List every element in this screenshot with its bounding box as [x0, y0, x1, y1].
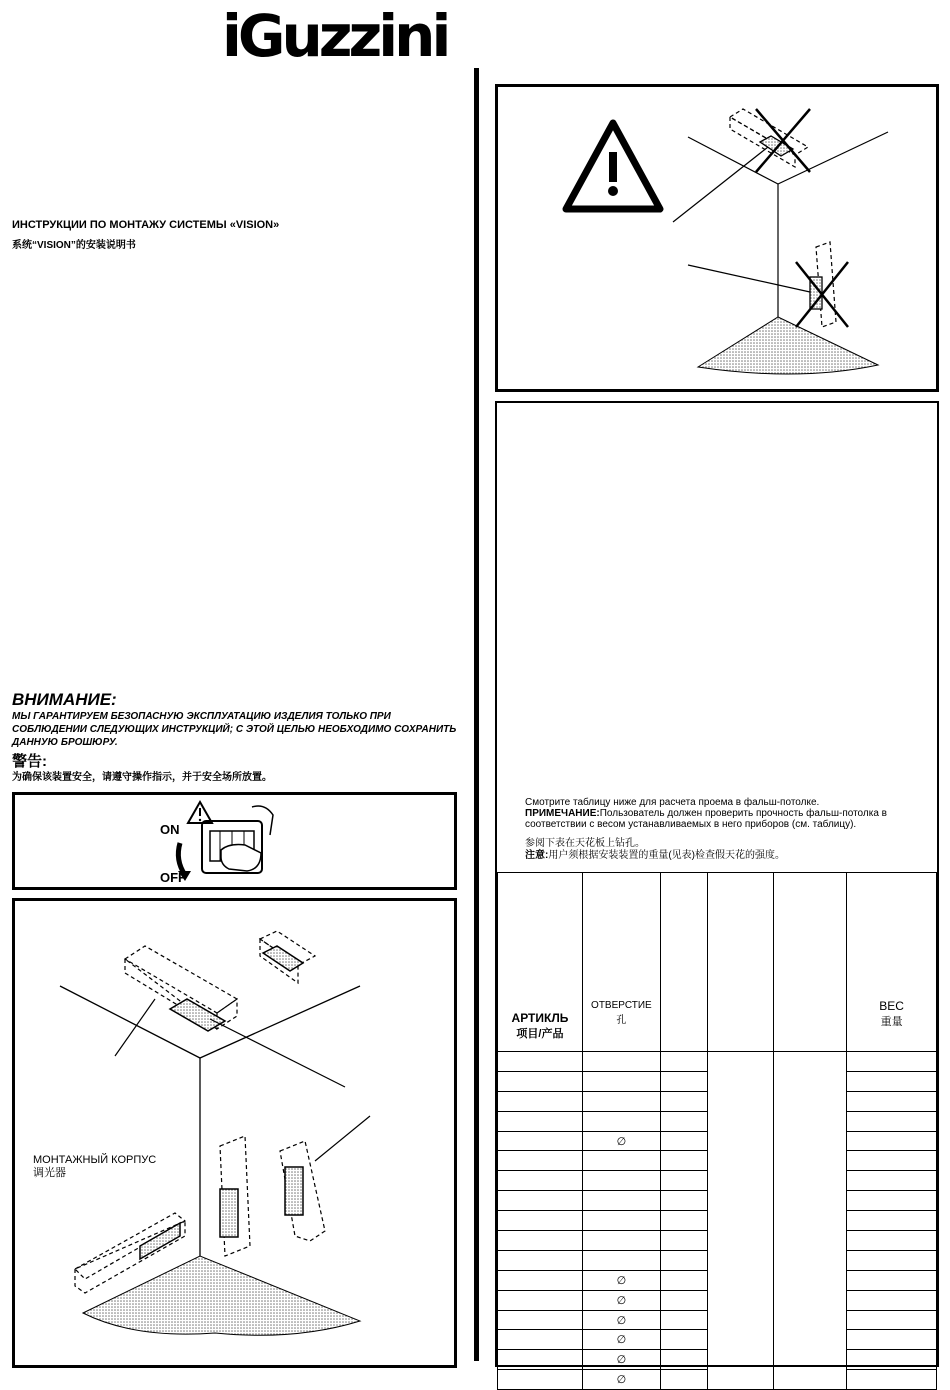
- table-cell: [498, 1231, 583, 1251]
- table-cell: [660, 1091, 707, 1111]
- warning-text-zh: 为确保该装置安全，请遵守操作指示，并于安全场所放置。: [12, 772, 272, 783]
- table-cell: [660, 1131, 707, 1151]
- col-article-zh: 项目/产品: [516, 1028, 564, 1040]
- table-cell: [582, 1191, 660, 1211]
- col-article-ru: АРТИКЛЬ: [511, 1011, 569, 1025]
- col-hole: [582, 873, 660, 1052]
- col-weight: [847, 873, 937, 1052]
- title-zh: 系统“VISION”的安装说明书: [12, 240, 136, 251]
- col-3: [660, 873, 707, 1052]
- table-cell: [498, 1250, 583, 1270]
- caution-drawing: [495, 84, 939, 392]
- title-ru: ИНСТРУКЦИИ ПО МОНТАЖУ СИСТЕМЫ «VISION»: [12, 219, 280, 231]
- table-cell: [660, 1350, 707, 1370]
- warning-heading-ru: ВНИМАНИЕ:: [12, 690, 117, 709]
- on-label: ON: [160, 822, 180, 837]
- table-cell: [660, 1290, 707, 1310]
- table-cell: [847, 1151, 937, 1171]
- table-cell: [847, 1270, 937, 1290]
- table-cell: [498, 1290, 583, 1310]
- table-row: [498, 1052, 937, 1072]
- table-cell: [498, 1211, 583, 1231]
- table-cell: [660, 1071, 707, 1091]
- merged-cell: [774, 1052, 847, 1390]
- housing-caption-ru: МОНТАЖНЫЙ КОРПУС: [33, 1154, 157, 1166]
- table-cell: [582, 1091, 660, 1111]
- hand-icon: [221, 845, 261, 871]
- table-cell: [660, 1211, 707, 1231]
- table-cell: [582, 1231, 660, 1251]
- table-cell: [660, 1330, 707, 1350]
- table-cell: [847, 1091, 937, 1111]
- note-zh-line2: 用户须根据安装装置的重量(见表)检查假天花的强度。: [548, 850, 786, 861]
- table-cell: [660, 1191, 707, 1211]
- diameter-symbol-cell: ∅: [582, 1310, 660, 1330]
- note-zh: [525, 838, 785, 862]
- table-cell: [660, 1250, 707, 1270]
- note-ru: [525, 797, 930, 830]
- note-label: ПРИМЕЧАНИЕ:: [525, 808, 600, 819]
- table-cell: [660, 1310, 707, 1330]
- warning-heading-zh: 警告:: [12, 753, 47, 770]
- table-cell: [847, 1131, 937, 1151]
- table-cell: [660, 1370, 707, 1390]
- table-cell: [498, 1151, 583, 1171]
- table-cell: [498, 1131, 583, 1151]
- spec-table: [497, 872, 937, 1390]
- table-cell: [660, 1151, 707, 1171]
- table-cell: [498, 1052, 583, 1072]
- diameter-symbol-cell: ∅: [582, 1131, 660, 1151]
- note-zh-line1: 参阅下表在天花板上钻孔。: [525, 838, 645, 849]
- table-cell: [847, 1071, 937, 1091]
- col-weight-ru: ВЕС: [879, 999, 904, 1013]
- diameter-symbol-cell: ∅: [582, 1370, 660, 1390]
- table-cell: [498, 1270, 583, 1290]
- table-cell: [498, 1191, 583, 1211]
- table-cell: [498, 1330, 583, 1350]
- table-cell: [847, 1350, 937, 1370]
- diameter-symbol-cell: ∅: [582, 1350, 660, 1370]
- table-cell: [847, 1171, 937, 1191]
- table-cell: [847, 1052, 937, 1072]
- table-cell: [847, 1310, 937, 1330]
- table-cell: [498, 1310, 583, 1330]
- table-cell: [582, 1171, 660, 1191]
- table-cell: [582, 1071, 660, 1091]
- table-cell: [847, 1330, 937, 1350]
- housing-caption-zh: 调光器: [33, 1167, 66, 1179]
- table-cell: [660, 1052, 707, 1072]
- table-cell: [660, 1270, 707, 1290]
- note-line2: Пользователь должен проверить прочность фальш-потолка в соответствии с весом устанавливаемых в него приборов (см. таблицу).: [525, 808, 887, 830]
- table-cell: [498, 1370, 583, 1390]
- note-line1: Смотрите таблицу ниже для расчета проема в фальш-потолке.: [525, 797, 820, 808]
- brand-logo: iGuzzini: [222, 2, 448, 70]
- mounting-drawing: [12, 898, 457, 1368]
- table-cell: [582, 1250, 660, 1270]
- col-article: [498, 873, 583, 1052]
- table-header-row: [498, 873, 937, 1052]
- col-hole-ru: ОТВЕРСТИЕ: [591, 1000, 652, 1011]
- table-cell: [498, 1111, 583, 1131]
- switch-illustration: [15, 795, 454, 887]
- col-weight-zh: 重量: [880, 1016, 903, 1028]
- room-corner-drawing: [15, 901, 454, 1365]
- off-label: OFF: [160, 870, 186, 885]
- table-cell: [582, 1151, 660, 1171]
- column-divider: [474, 68, 479, 1361]
- table-cell: [847, 1211, 937, 1231]
- table-cell: [660, 1171, 707, 1191]
- warning-text-ru: МЫ ГАРАНТИРУЕМ БЕЗОПАСНУЮ ЭКСПЛУАТАЦИЮ ИЗДЕЛИЯ ТОЛЬКО ПРИ СОБЛЮДЕНИИ СЛЕДУЮЩИХ ИНСТРУКЦИЙ; С ЭТОЙ ЦЕЛЬЮ НЕОБХОДИМО СОХРАНИТЬ ДАННУЮ БРОШЮРУ.: [12, 711, 457, 748]
- power-off-box: [12, 792, 457, 890]
- diameter-symbol-cell: ∅: [582, 1290, 660, 1310]
- table-cell: [582, 1111, 660, 1131]
- table-cell: [660, 1111, 707, 1131]
- table-cell: [847, 1191, 937, 1211]
- col-4: [707, 873, 774, 1052]
- table-cell: [582, 1052, 660, 1072]
- table-cell: [847, 1250, 937, 1270]
- col-5: [774, 873, 847, 1052]
- note-zh-label: 注意:: [525, 850, 549, 861]
- col-hole-zh: 孔: [616, 1015, 627, 1026]
- merged-cell: [707, 1052, 774, 1390]
- table-cell: [498, 1091, 583, 1111]
- table-cell: [847, 1231, 937, 1251]
- table-cell: [847, 1111, 937, 1131]
- diameter-symbol-cell: ∅: [582, 1270, 660, 1290]
- table-cell: [498, 1350, 583, 1370]
- table-cell: [498, 1071, 583, 1091]
- diameter-symbol-cell: ∅: [582, 1330, 660, 1350]
- table-cell: [660, 1231, 707, 1251]
- table-cell: [847, 1290, 937, 1310]
- table-cell: [498, 1171, 583, 1191]
- table-cell: [847, 1370, 937, 1390]
- table-cell: [582, 1211, 660, 1231]
